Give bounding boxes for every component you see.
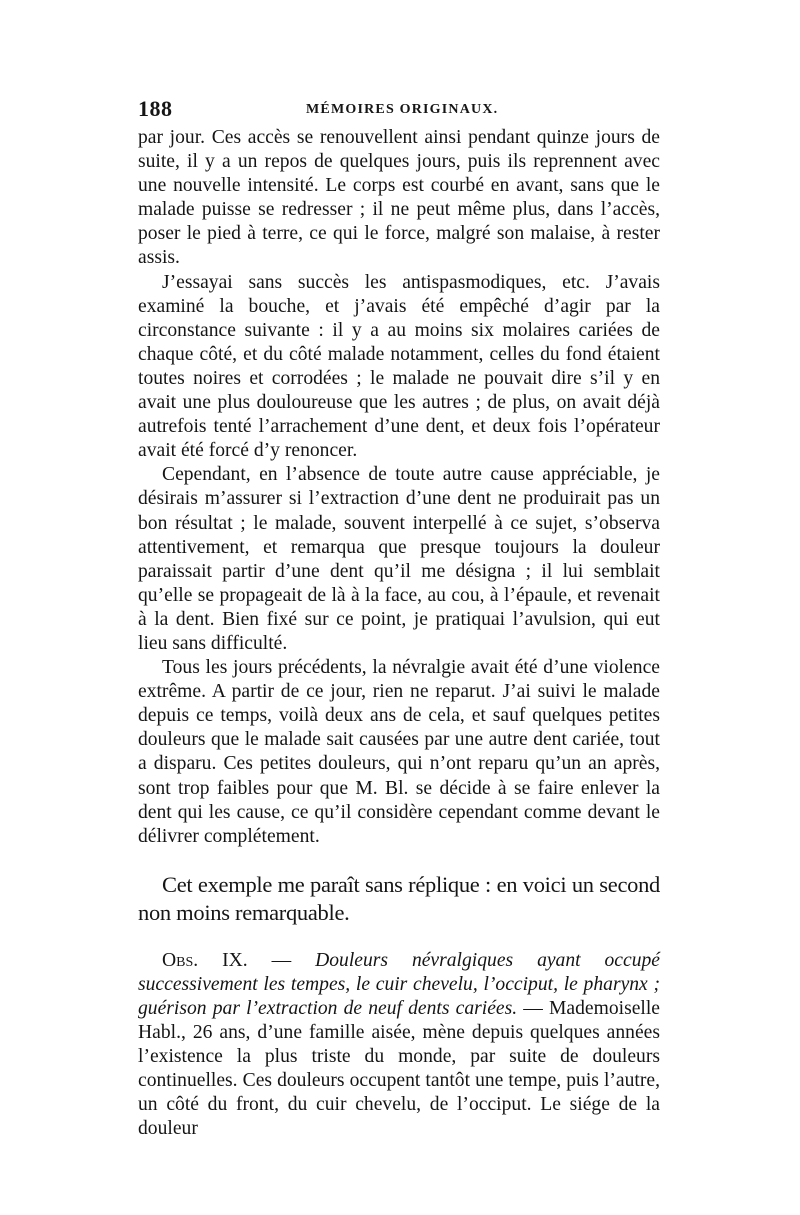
remark-text: Cet exemple me paraît sans réplique : en voici un second non moins remarquable.: [138, 871, 660, 925]
paragraph: Cependant, en l’absence de toute autre cause appréciable, je désirais m’assurer si l’extraction d’une dent ne produirait pas un bon résultat ; le malade, souvent interpellé à ce sujet, s’observa attentivement, et remarqua que presque toujours la douleur paraissait partir d’une dent qu’il me désigna ; il lui semblait qu’elle se propageait de là à la face, au cou, à l’épaule, et revenait à la dent. Bien fixé sur ce point, je pratiquai l’avulsion, qui eut lieu sans difficulté.: [138, 464, 660, 654]
observation-text: — Mademoiselle Habl., 26 ans, d’une famille aisée, mène depuis quelques années l’existence la plus triste du monde, par suite de douleurs continuelles. Ces douleurs occupent tantôt une tempe, puis l’autre, un côté du front, du cuir chevelu, de l’occiput. Le siége de la douleur: [138, 998, 660, 1140]
paragraph: Tous les jours précédents, la névralgie avait été d’une violence extrême. A partir de ce jour, rien ne reparut. J’ai suivi le malade depuis ce temps, voilà deux ans de cela, et sauf quelques petites douleurs que le malade sait causées par une autre dent cariée, tout a disparu. Ces petites douleurs, qui n’ont reparu qu’un an après, sont trop faibles pour que M. Bl. se décide à se faire enlever la dent qui les cause, ce qu’il considère cependant comme devant le délivrer complétement.: [138, 657, 660, 847]
observation-ix: [138, 949, 660, 1142]
body-text: [138, 126, 660, 849]
page-header: [138, 92, 660, 126]
paragraph-continuation: par jour. Ces accès se renouvellent ainsi pendant quinze jours de suite, il y a un repos de quelques jours, puis ils reprennent avec une nouvelle intensité. Le corps est courbé en avant, sans que le malade puisse se redresser ; il ne peut même plus, dans l’accès, poser le pied à terre, ce qui le force, malgré son malaise, à rester assis.: [138, 127, 660, 269]
transition-remark: [138, 871, 660, 927]
observation-label: Obs. IX.: [162, 949, 248, 971]
observation-title: Douleurs névralgiques ayant occupé successivement les tempes, le cuir chevelu, l’occiput, le pharynx ; guérison par l’extraction de neuf dents cariées.: [138, 949, 660, 1019]
book-page: [138, 92, 660, 1142]
observation-paragraph: [138, 949, 660, 1142]
page-number: 188: [138, 96, 173, 121]
observation-dash: —: [247, 949, 316, 971]
running-head: MÉMOIRES ORIGINAUX.: [306, 102, 499, 117]
paragraph: J’essayai sans succès les antispasmodiques, etc. J’avais examiné la bouche, et j’avais été empêché d’agir par la circonstance suivante : il y a au moins six molaires cariées de chaque côté, et du côté malade notamment, celles du fond étaient toutes noires et corrodées ; le malade ne pouvait dire s’il y en avait une plus douloureuse que les autres ; de plus, on avait déjà autrefois tenté l’arrachement d’une dent, et deux fois l’opérateur avait été forcé d’y renoncer.: [138, 271, 660, 462]
